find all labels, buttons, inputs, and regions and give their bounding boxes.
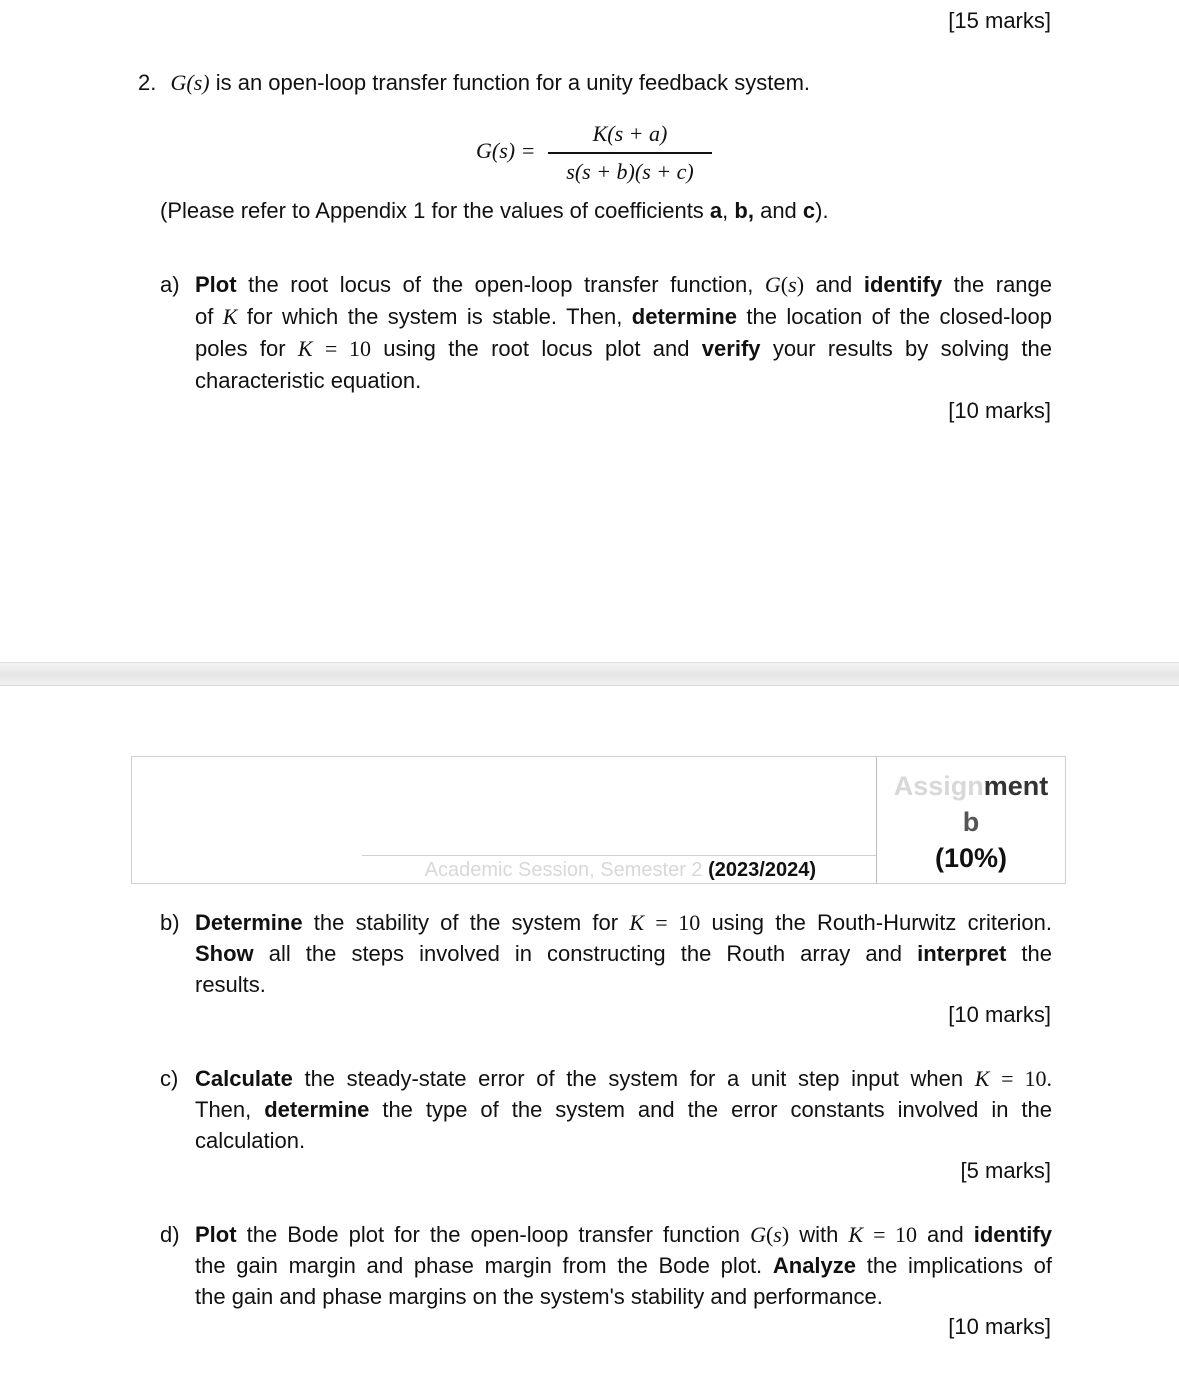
part-a-label: a) xyxy=(160,272,180,297)
note-prefix: (Please refer to Appendix 1 for the values of coefficients xyxy=(160,198,710,223)
fraction-denominator: s(s + b)(s + c) xyxy=(566,158,694,184)
part-c-text: Calculate the steady-state error of the system for a unit step input when K = 10. Then, determine the type of the system and the error constants involved in the calculation. xyxy=(195,1066,1052,1153)
part-b-text: Determine the stability of the system for K = 10 using the Routh-Hurwitz criterion. Show all the steps involved in constructing the Routh array and interpret the results. xyxy=(195,910,1052,997)
coef-c: c xyxy=(802,198,816,223)
marks-part-d: [10 marks] xyxy=(948,1314,1051,1339)
header-session-year: (2023/2024) xyxy=(708,859,816,881)
page-break-divider xyxy=(0,662,1179,686)
note-sep1: , xyxy=(722,198,735,223)
question-intro xyxy=(138,70,810,96)
part-b-label: b) xyxy=(160,910,180,935)
coef-a: a xyxy=(709,198,723,223)
part-d-text: Plot the Bode plot for the open-loop transfer function G(s) with K = 10 and identify the gain margin and phase margin from the Bode plot. Analyze the implications of the gain and phase margins on the system's stability and performance. xyxy=(195,1222,1052,1309)
question-number: 2. xyxy=(138,70,157,95)
marks-part-c: [5 marks] xyxy=(960,1158,1051,1183)
marks-part-b: [10 marks] xyxy=(948,1002,1051,1027)
header-ment-text: ment xyxy=(983,771,1049,801)
intro-text: is an open-loop transfer function for a unity feedback system. xyxy=(209,70,811,95)
header-session-faded: Academic Session, Semester 2 xyxy=(424,859,703,881)
header-assignment-letter: b xyxy=(962,807,980,837)
part-c-label: c) xyxy=(160,1066,179,1091)
note-suffix: ). xyxy=(815,198,829,223)
intro-math-G: G(s) xyxy=(170,70,210,95)
part-d-label: d) xyxy=(160,1222,180,1247)
header-weight: (10%) xyxy=(934,843,1008,873)
fraction-numerator: K(s + a) xyxy=(592,121,668,146)
header-divider-horizontal xyxy=(362,855,876,856)
header-faded-text: Assign xyxy=(893,771,984,801)
equation-lhs: G(s) = xyxy=(476,138,536,163)
header-session xyxy=(422,859,872,882)
part-a-text: Plot the root locus of the open-loop transfer function, G(s) and identify the range of K for which the system is stable. Then, determine the location of the closed-loop poles for K = 10 using the root locus plot and verify your results by solving the characteristic equation. xyxy=(195,272,1053,393)
note-sep2: and xyxy=(753,198,803,223)
fraction-bar xyxy=(548,152,712,154)
header-assignment-title xyxy=(876,771,1066,802)
transfer-function-fraction xyxy=(548,118,712,188)
cropped-top-text xyxy=(140,0,840,2)
coef-b: b, xyxy=(734,198,754,223)
marks-question-1: [15 marks] xyxy=(948,8,1051,33)
appendix-note xyxy=(160,198,829,224)
marks-part-a: [10 marks] xyxy=(948,398,1051,423)
page-header-table xyxy=(131,756,1066,884)
